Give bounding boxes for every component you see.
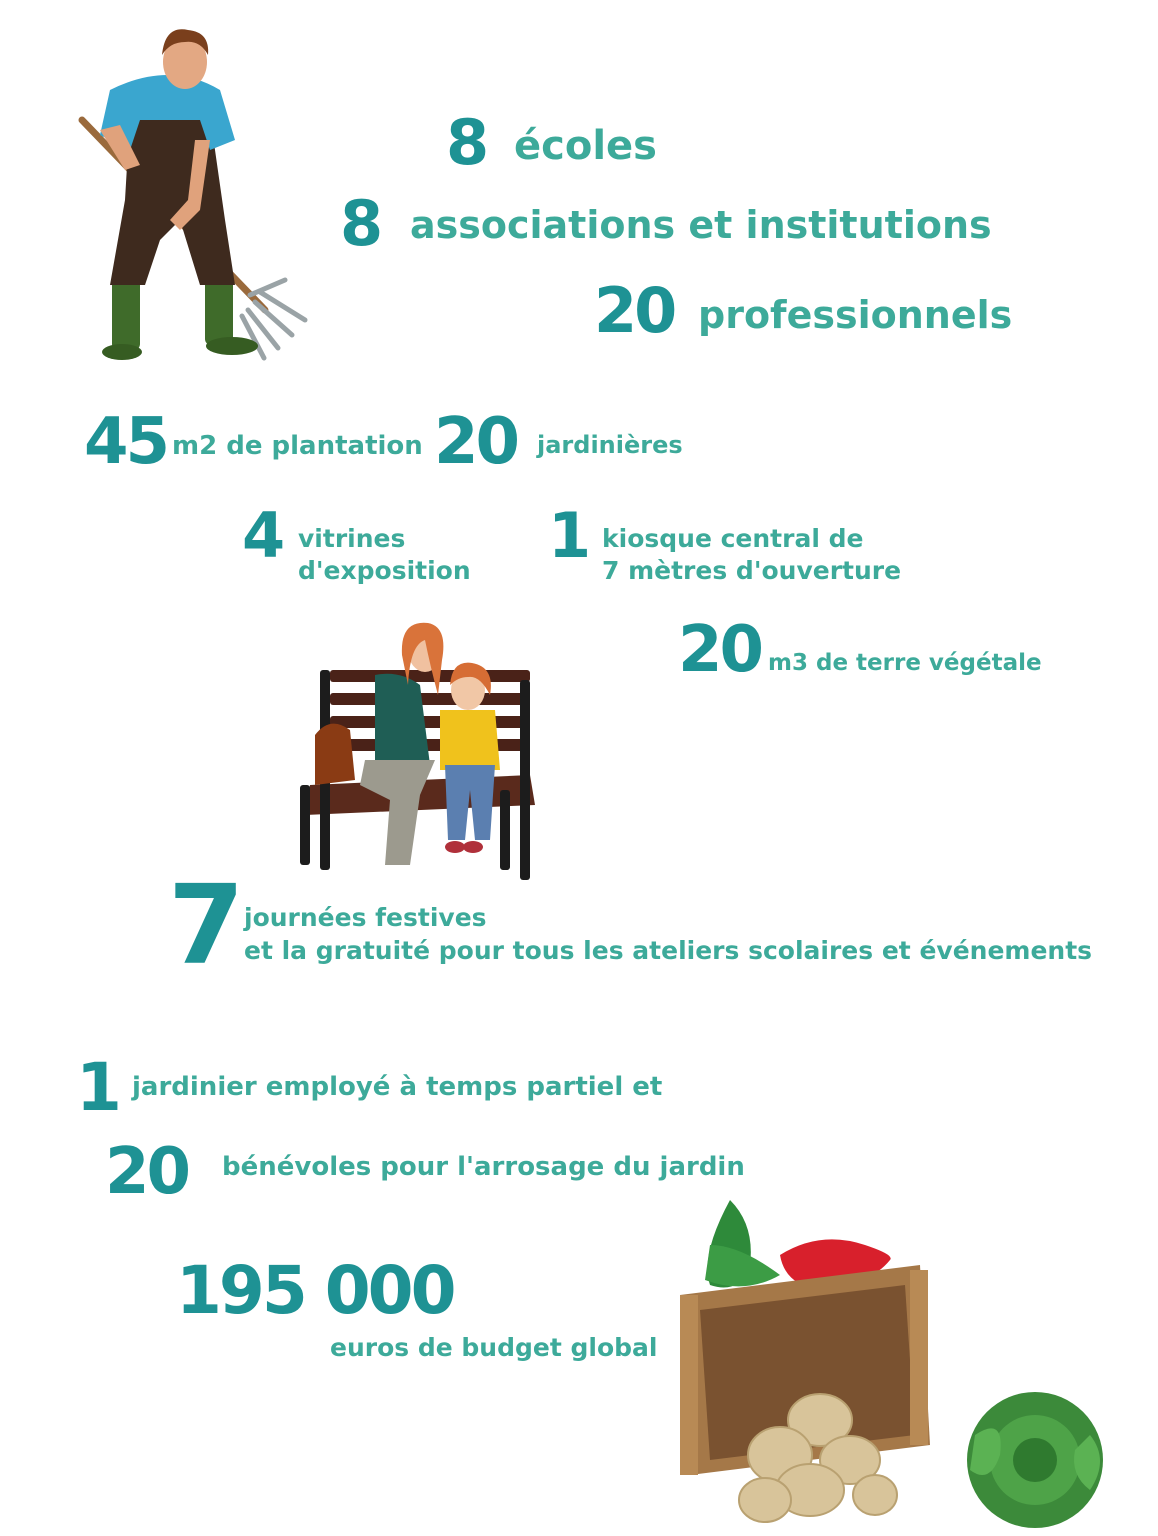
stat-number: 20	[434, 405, 518, 479]
stat-label-line2: d'exposition	[298, 556, 471, 585]
stat-number: 45	[84, 405, 168, 479]
stat-number: 20	[105, 1135, 189, 1209]
stat-label-line2: 7 mètres d'ouverture	[602, 556, 902, 585]
stat-label: jardinier employé à temps partiel et	[132, 1072, 663, 1102]
stat-label: écoles	[514, 123, 657, 169]
stat-label: professionnels	[698, 293, 1013, 337]
stat-number: 8	[446, 106, 487, 179]
family-bench-illustration	[290, 615, 550, 880]
stat-label: m2 de plantation	[172, 431, 423, 461]
stat-number: 20	[678, 613, 762, 687]
stat-label-line2: et la gratuité pour tous les ateliers scolaires et événements	[244, 936, 1093, 965]
stat-number: 4	[242, 499, 283, 572]
stat-number: 8	[340, 187, 381, 260]
stat-label-line1: kiosque central de	[602, 524, 864, 553]
stat-label-line1: journées festives	[244, 903, 487, 932]
stat-number: 7	[168, 861, 242, 989]
stat-number: 1	[76, 1049, 119, 1126]
vegetable-crate-illustration	[670, 1185, 1120, 1530]
stat-label: bénévoles pour l'arrosage du jardin	[222, 1152, 745, 1182]
stat-number: 1	[548, 499, 589, 572]
stat-label: jardinières	[537, 431, 683, 459]
stat-label: m3 de terre végétale	[768, 650, 1042, 676]
stat-number: 20	[594, 274, 675, 347]
stat-label: euros de budget global	[330, 1333, 658, 1362]
stat-label-line1: vitrines	[298, 524, 406, 553]
stat-label: associations et institutions	[410, 203, 992, 247]
farmer-illustration	[70, 20, 340, 370]
stat-number: 195 000	[176, 1252, 454, 1329]
